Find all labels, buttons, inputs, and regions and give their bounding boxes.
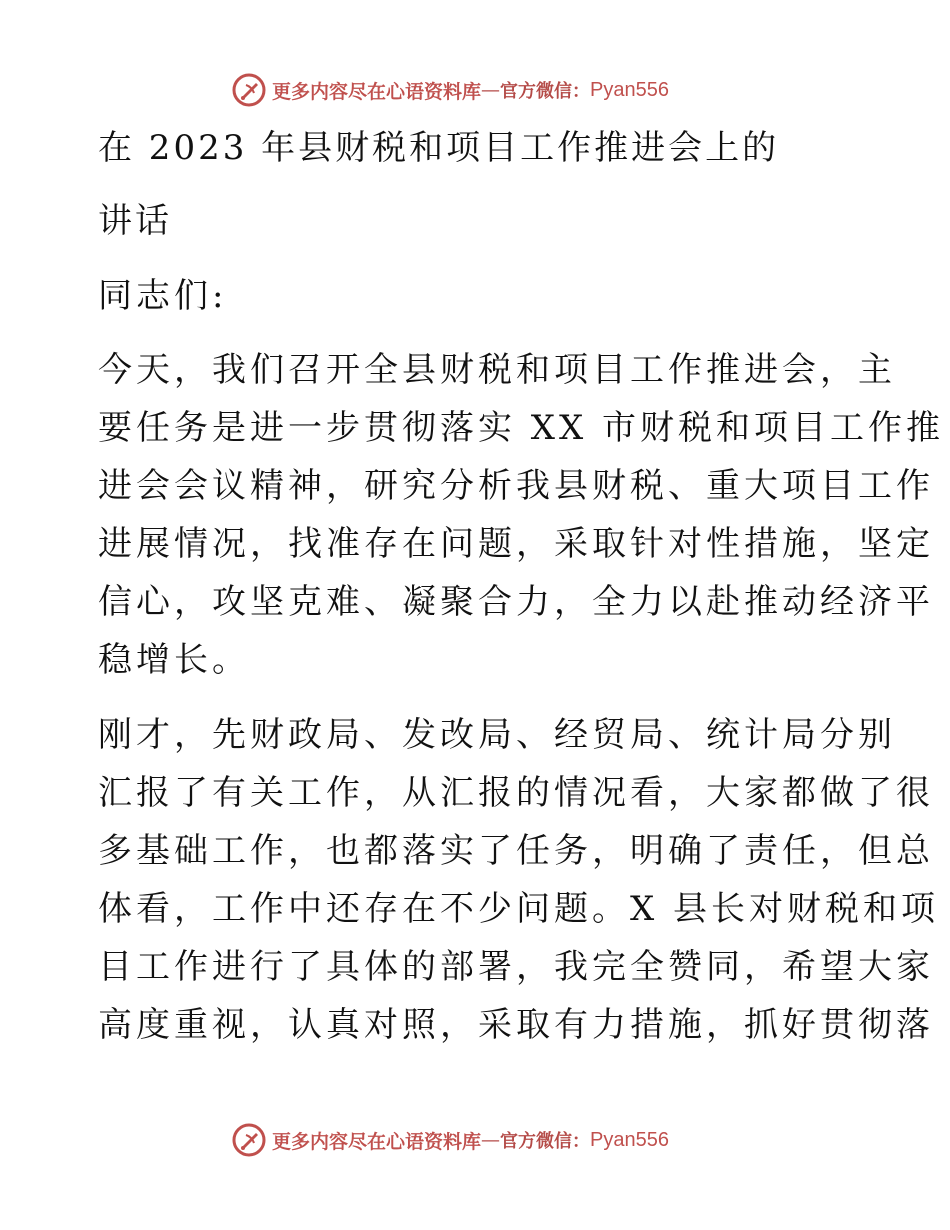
paragraph-2-line: 多基础工作，也都落实了任务，明确了责任，但总 — [98, 831, 934, 871]
paragraph-2-line: 刚才，先财政局、发改局、经贸局、统计局分别 — [98, 715, 896, 755]
quill-logo-icon — [232, 1123, 266, 1157]
paragraph-2-line: 高度重视，认真对照，采取有力措施，抓好贯彻落 — [98, 1005, 934, 1045]
watermark-text: 更多内容尽在心语资料库 — [272, 80, 482, 103]
document-title-line-2: 讲话 — [98, 201, 172, 241]
footer-watermark — [232, 1122, 669, 1158]
watermark-handle: Pyan556 — [590, 78, 669, 101]
watermark-label: 官方微信： — [500, 1131, 591, 1152]
watermark-handle: Pyan556 — [590, 1128, 669, 1151]
watermark-text: 更多内容尽在心语资料库 — [272, 1130, 482, 1153]
paragraph-1-line: 进会会议精神，研究分析我县财税、重大项目工作 — [98, 466, 934, 506]
paragraph-2-line: 目工作进行了具体的部署，我完全赞同，希望大家 — [98, 947, 934, 987]
paragraph-2-line: 体看，工作中还存在不少问题。X 县长对财税和项 — [98, 889, 940, 929]
paragraph-2-line: 汇报了有关工作，从汇报的情况看，大家都做了很 — [98, 773, 934, 813]
document-title-line-1: 在 2023 年县财税和项目工作推进会上的 — [98, 128, 780, 168]
paragraph-1-line: 要任务是进一步贯彻落实 XX 市财税和项目工作推 — [98, 408, 945, 448]
header-watermark — [232, 72, 669, 108]
quill-logo-icon — [232, 73, 266, 107]
watermark-separator: — — [481, 79, 501, 101]
paragraph-1-line: 稳增长。 — [98, 640, 250, 680]
paragraph-1-line: 信心，攻坚克难、凝聚合力，全力以赴推动经济平 — [98, 582, 934, 622]
paragraph-1-line: 今天，我们召开全县财税和项目工作推进会，主 — [98, 350, 896, 390]
salutation: 同志们: — [98, 276, 228, 316]
paragraph-1-line: 进展情况，找准存在问题，采取针对性措施，坚定 — [98, 524, 934, 564]
watermark-separator: — — [481, 1129, 501, 1151]
watermark-label: 官方微信： — [500, 81, 591, 102]
